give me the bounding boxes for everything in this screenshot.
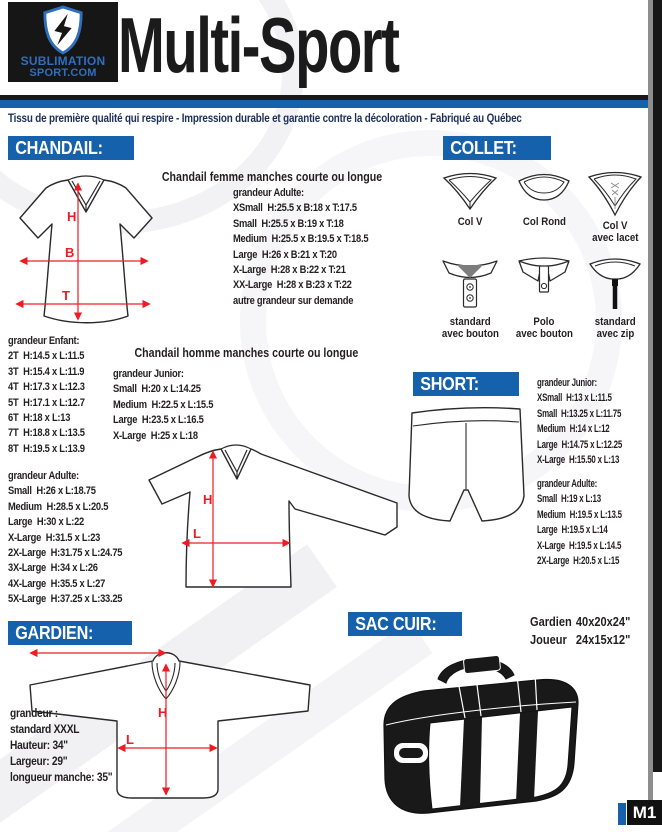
section-heading-short: SHORT: bbox=[413, 372, 519, 396]
gardien-spec-list bbox=[10, 705, 112, 785]
size-line: 3T H:15.4 x L:11.9 bbox=[8, 365, 85, 378]
collar-type-col-v bbox=[434, 171, 506, 228]
femme-jersey-title: Chandail femme manches courte ou longue bbox=[161, 170, 383, 184]
measure-label-h: H bbox=[203, 492, 213, 507]
size-line: X-Large H:25 x L:18 bbox=[113, 429, 198, 442]
collar-label: standard bbox=[449, 316, 491, 328]
measure-label-l: L bbox=[193, 526, 201, 541]
size-line: XX-Large H:28 x B:23 x T:22 bbox=[233, 279, 352, 292]
sac-size-label: Joueur bbox=[530, 631, 567, 647]
size-line: Medium H:14 x L:12 bbox=[537, 423, 610, 436]
sac-size-value: 24x15x12" bbox=[575, 631, 631, 647]
section-heading-gardien: GARDIEN: bbox=[8, 621, 132, 645]
collar-label: Col V bbox=[602, 220, 628, 232]
standard-bouton-icon bbox=[440, 257, 500, 313]
collar-label: Col Rond bbox=[522, 216, 566, 228]
spec-line: grandeur : bbox=[10, 706, 58, 720]
page-title: Multi-Sport bbox=[118, 1, 399, 89]
measure-label-t: T bbox=[62, 288, 70, 303]
size-line: 2X-Large H:20.5 x L:15 bbox=[537, 555, 620, 568]
edge-strip-black bbox=[653, 0, 662, 772]
size-line: 7T H:18.8 x L:13.5 bbox=[8, 427, 85, 440]
measure-label-h: H bbox=[67, 209, 77, 224]
size-line: 2X-Large H:31.75 x L:24.75 bbox=[8, 547, 123, 560]
women-jersey-drawing bbox=[8, 168, 163, 333]
size-line: Small H:25.5 x B:19 x T:18 bbox=[233, 217, 344, 230]
size-group-label: grandeur Adulte: bbox=[537, 478, 598, 490]
spec-line: standard XXXL bbox=[10, 722, 80, 736]
size-note: autre grandeur sur demande bbox=[233, 294, 354, 307]
shorts-drawing bbox=[406, 400, 526, 532]
femme-size-list bbox=[233, 186, 368, 309]
collar-label: standard bbox=[594, 316, 636, 328]
enfant-size-list bbox=[8, 334, 85, 457]
size-group-label: grandeur Enfant: bbox=[8, 335, 80, 347]
size-line: 8T H:19.5 x L:13.9 bbox=[8, 442, 85, 455]
collar-label: Polo bbox=[533, 316, 555, 328]
size-line: 2T H:14.5 x L:11.5 bbox=[8, 350, 85, 363]
col-v-lacet-icon bbox=[585, 171, 645, 217]
size-line: Large H:30 x L:22 bbox=[8, 516, 84, 529]
size-line: X-Large H:31.5 x L:23 bbox=[8, 531, 101, 544]
size-line: 4X-Large H:35.5 x L:27 bbox=[8, 577, 106, 590]
tagline: Tissu de première qualité qui respire - Impression durable et garantie contre la décoloration - Fabriqué au Québec bbox=[8, 111, 522, 125]
collar-type-polo-bouton bbox=[504, 257, 584, 340]
size-line: Medium H:25.5 x B:19.5 x T:18.5 bbox=[233, 233, 369, 246]
size-line: Medium H:19.5 x L:13.5 bbox=[537, 508, 622, 521]
adulte-size-list bbox=[8, 469, 122, 608]
spec-line: Hauteur: 34" bbox=[10, 738, 68, 752]
size-group-label: grandeur Junior: bbox=[537, 377, 597, 389]
spec-line: longueur manche: 35" bbox=[10, 770, 113, 784]
logo-text-line1: SUBLIMATION bbox=[20, 54, 106, 68]
size-line: XSmall H:13 x L:11.5 bbox=[537, 392, 612, 405]
section-heading-sac-cuir: SAC CUIR: bbox=[348, 612, 462, 636]
collar-label: avec lacet bbox=[591, 232, 639, 244]
size-line: X-Large H:19.5 x L:14.5 bbox=[537, 539, 622, 552]
sac-size-row bbox=[530, 613, 630, 631]
sac-size-value: 40x20x24" bbox=[575, 614, 631, 629]
homme-jersey-title: Chandail homme manches courte ou longue bbox=[134, 346, 359, 360]
page-marker-accent bbox=[618, 803, 626, 825]
polo-bouton-icon bbox=[514, 257, 574, 313]
size-line: Small H:20 x L:14.25 bbox=[113, 383, 201, 396]
sac-size-label: Gardien bbox=[530, 614, 572, 629]
collar-type-standard-bouton bbox=[428, 257, 512, 340]
size-line: 4T H:17.3 x L:12.3 bbox=[8, 381, 85, 394]
col-rond-icon bbox=[514, 171, 574, 213]
section-heading-collet: COLLET: bbox=[443, 136, 551, 160]
size-line: Large H:14.75 x L:12.25 bbox=[537, 438, 623, 451]
size-group-label: grandeur Adulte: bbox=[233, 187, 304, 199]
collar-type-col-rond bbox=[506, 171, 582, 228]
collar-label: Col V bbox=[457, 216, 483, 228]
section-heading-chandail: CHANDAIL: bbox=[8, 136, 134, 160]
size-line: Large H:19.5 x L:14 bbox=[537, 524, 608, 537]
short-adulte-size-list bbox=[537, 477, 622, 569]
spec-line: Largeur: 29" bbox=[10, 754, 68, 768]
measure-label-h: H bbox=[158, 705, 168, 720]
leather-bag-drawing bbox=[368, 645, 593, 817]
size-line: XSmall H:25.5 x B:18 x T:17.5 bbox=[233, 202, 357, 215]
size-line: Small H:13.25 x L:11.75 bbox=[537, 407, 622, 420]
size-line: 6T H:18 x L:13 bbox=[8, 412, 71, 425]
men-jersey-drawing bbox=[145, 437, 400, 595]
sac-size-list bbox=[530, 613, 630, 648]
header-rule-blue bbox=[0, 100, 648, 108]
short-junior-size-list bbox=[537, 376, 622, 468]
size-line: Small H:26 x L:18.75 bbox=[8, 485, 96, 498]
size-line: 5X-Large H:37.25 x L:33.25 bbox=[8, 593, 123, 606]
brand-logo bbox=[8, 2, 118, 82]
measure-label-b: B bbox=[65, 245, 75, 260]
measure-label-l: L bbox=[126, 732, 134, 747]
size-line: 3X-Large H:34 x L:26 bbox=[8, 562, 98, 575]
size-line: Small H:19 x L:13 bbox=[537, 493, 601, 506]
page-marker: M1 bbox=[627, 800, 662, 825]
standard-zip-icon bbox=[585, 257, 645, 313]
size-line: Large H:23.5 x L:16.5 bbox=[113, 414, 204, 427]
shield-bolt-icon bbox=[41, 5, 85, 55]
col-v-icon bbox=[440, 171, 500, 213]
size-group-label: grandeur Junior: bbox=[113, 368, 184, 380]
collar-label: avec zip bbox=[596, 328, 634, 340]
size-line: 5T H:17.1 x L:12.7 bbox=[8, 396, 85, 409]
collar-label: avec bouton bbox=[441, 328, 499, 340]
size-line: X-Large H:28 x B:22 x T:21 bbox=[233, 264, 346, 277]
size-line: Medium H:22.5 x L:15.5 bbox=[113, 398, 214, 411]
collar-type-col-v-lacet bbox=[578, 171, 652, 244]
size-line: Medium H:28.5 x L:20.5 bbox=[8, 500, 109, 513]
logo-text-line2: SPORT.COM bbox=[29, 67, 97, 79]
collar-label: avec bouton bbox=[515, 328, 573, 340]
size-line: X-Large H:15.50 x L:13 bbox=[537, 454, 620, 467]
junior-size-list bbox=[113, 367, 213, 444]
size-line: Large H:26 x B:21 x T:20 bbox=[233, 248, 337, 261]
collar-type-standard-zip bbox=[576, 257, 654, 340]
size-group-label: grandeur Adulte: bbox=[8, 470, 79, 482]
